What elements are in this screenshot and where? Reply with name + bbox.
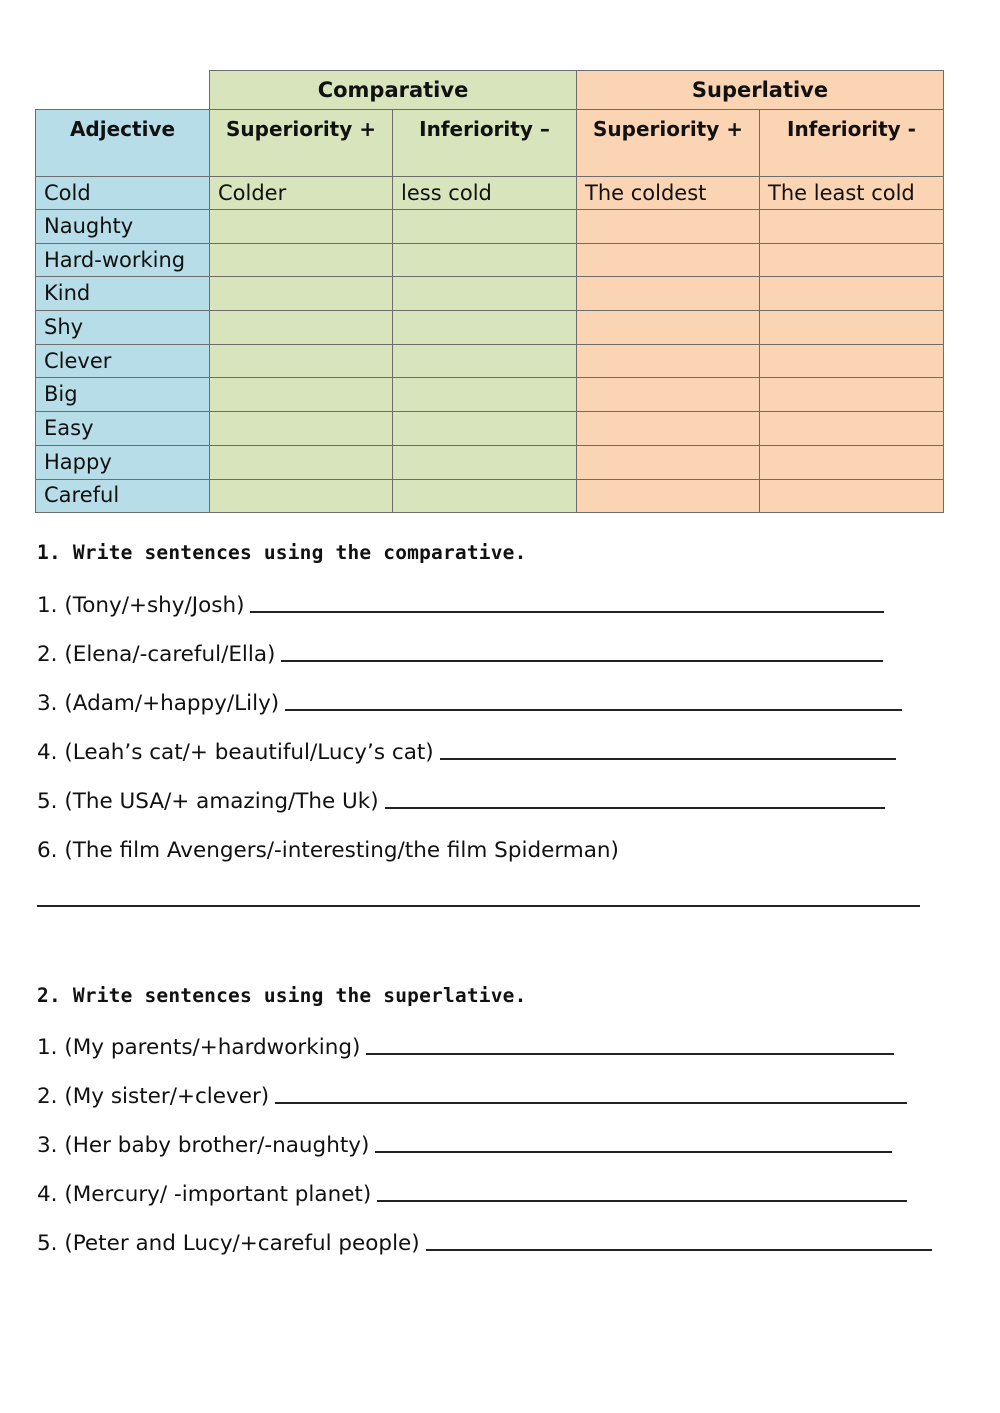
exercise-prompt: 6. (The film Avengers/-interesting/the film Spiderman)	[37, 838, 619, 863]
superlative-inferiority-cell[interactable]	[760, 311, 944, 345]
table-body	[36, 177, 944, 513]
superlative-inferiority-cell[interactable]	[760, 210, 944, 244]
superlative-superiority-header: Superiority +	[577, 110, 760, 177]
answer-line[interactable]	[385, 807, 885, 809]
exercise2-title: 2. Write sentences using the superlative.	[37, 984, 527, 1007]
superlative-inferiority-cell[interactable]: The least cold	[760, 177, 944, 210]
table-row	[36, 445, 944, 479]
exercise-prompt: 5. (The USA/+ amazing/The Uk)	[37, 789, 379, 814]
comparative-superiority-cell[interactable]: Colder	[210, 177, 393, 210]
adjective-cell: Careful	[36, 479, 210, 513]
table-row	[36, 412, 944, 446]
exercise-item	[37, 1128, 940, 1158]
table-row	[36, 479, 944, 513]
exercise-prompt: 2. (My sister/+clever)	[37, 1084, 270, 1109]
exercise-item	[37, 735, 940, 765]
adjective-cell: Happy	[36, 445, 210, 479]
superlative-header: Superlative	[577, 71, 944, 110]
exercise-prompt: 4. (Leah’s cat/+ beautiful/Lucy’s cat)	[37, 740, 434, 765]
superlative-inferiority-cell[interactable]	[760, 378, 944, 412]
adjective-cell: Easy	[36, 412, 210, 446]
table-row	[36, 243, 944, 277]
exercise-prompt: 1. (My parents/+hardworking)	[37, 1035, 361, 1060]
comparative-superiority-cell[interactable]	[210, 479, 393, 513]
exercise-item	[37, 588, 940, 618]
answer-line[interactable]	[281, 660, 883, 662]
exercise-item	[37, 833, 940, 863]
comparative-superiority-cell[interactable]	[210, 277, 393, 311]
superlative-superiority-cell[interactable]	[577, 344, 760, 378]
exercise-prompt: 3. (Her baby brother/-naughty)	[37, 1133, 370, 1158]
comparative-superiority-cell[interactable]	[210, 445, 393, 479]
superlative-inferiority-cell[interactable]	[760, 412, 944, 446]
adjective-cell: Clever	[36, 344, 210, 378]
superlative-superiority-cell[interactable]	[577, 378, 760, 412]
superlative-inferiority-cell[interactable]	[760, 344, 944, 378]
superlative-superiority-cell[interactable]	[577, 479, 760, 513]
exercise-item	[37, 1177, 940, 1207]
comparative-inferiority-cell[interactable]	[393, 344, 577, 378]
exercise-item	[37, 1079, 940, 1109]
comparative-superiority-cell[interactable]	[210, 243, 393, 277]
adjective-cell: Big	[36, 378, 210, 412]
comparative-inferiority-cell[interactable]	[393, 445, 577, 479]
answer-line[interactable]	[275, 1102, 907, 1104]
table-row	[36, 311, 944, 345]
table-row	[36, 378, 944, 412]
superlative-inferiority-header: Inferiority -	[760, 110, 944, 177]
comparative-superiority-cell[interactable]	[210, 378, 393, 412]
adjective-cell: Kind	[36, 277, 210, 311]
comparative-inferiority-cell[interactable]	[393, 277, 577, 311]
answer-line[interactable]	[426, 1249, 932, 1251]
table-row	[36, 344, 944, 378]
superlative-inferiority-cell[interactable]	[760, 243, 944, 277]
answer-line[interactable]	[440, 758, 896, 760]
superlative-inferiority-cell[interactable]	[760, 445, 944, 479]
adjective-table	[35, 70, 944, 513]
exercise-item	[37, 637, 940, 667]
answer-line[interactable]	[366, 1053, 894, 1055]
table-row	[36, 277, 944, 311]
superlative-superiority-cell[interactable]: The coldest	[577, 177, 760, 210]
superlative-inferiority-cell[interactable]	[760, 277, 944, 311]
comparative-inferiority-cell[interactable]	[393, 311, 577, 345]
exercise-prompt: 4. (Mercury/ -important planet)	[37, 1182, 372, 1207]
superlative-inferiority-cell[interactable]	[760, 479, 944, 513]
exercise-prompt: 1. (Tony/+shy/Josh)	[37, 593, 245, 618]
exercise-prompt: 5. (Peter and Lucy/+careful people)	[37, 1231, 420, 1256]
superlative-superiority-cell[interactable]	[577, 210, 760, 244]
exercise-item	[37, 686, 940, 716]
answer-line-6[interactable]	[37, 905, 920, 907]
comparative-inferiority-cell[interactable]	[393, 378, 577, 412]
answer-line[interactable]	[377, 1200, 907, 1202]
adjective-header: Adjective	[36, 110, 210, 177]
table-corner-blank	[36, 71, 210, 110]
superlative-superiority-cell[interactable]	[577, 311, 760, 345]
adjective-cell: Hard-working	[36, 243, 210, 277]
superlative-superiority-cell[interactable]	[577, 412, 760, 446]
comparative-superiority-cell[interactable]	[210, 311, 393, 345]
exercise1-title: 1. Write sentences using the comparative.	[37, 541, 527, 564]
superlative-superiority-cell[interactable]	[577, 277, 760, 311]
exercise-item	[37, 1226, 940, 1256]
exercise-prompt: 2. (Elena/-careful/Ella)	[37, 642, 276, 667]
comparative-inferiority-cell[interactable]	[393, 243, 577, 277]
comparative-inferiority-cell[interactable]	[393, 479, 577, 513]
superlative-superiority-cell[interactable]	[577, 243, 760, 277]
comparative-superiority-cell[interactable]	[210, 412, 393, 446]
answer-line[interactable]	[285, 709, 902, 711]
comparative-superiority-header: Superiority +	[210, 110, 393, 177]
adjective-cell: Cold	[36, 177, 210, 210]
answer-line[interactable]	[375, 1151, 892, 1153]
superlative-superiority-cell[interactable]	[577, 445, 760, 479]
comparative-superiority-cell[interactable]	[210, 210, 393, 244]
comparative-header: Comparative	[210, 71, 577, 110]
exercise-item	[37, 1030, 940, 1060]
comparative-inferiority-header: Inferiority –	[393, 110, 577, 177]
adjective-cell: Shy	[36, 311, 210, 345]
comparative-superiority-cell[interactable]	[210, 344, 393, 378]
table-row	[36, 177, 944, 210]
answer-line[interactable]	[250, 611, 884, 613]
comparative-inferiority-cell[interactable]	[393, 210, 577, 244]
comparative-inferiority-cell[interactable]	[393, 412, 577, 446]
exercise-item	[37, 784, 940, 814]
exercise-prompt: 3. (Adam/+happy/Lily)	[37, 691, 280, 716]
adjective-cell: Naughty	[36, 210, 210, 244]
comparative-inferiority-cell[interactable]: less cold	[393, 177, 577, 210]
table-row	[36, 210, 944, 244]
